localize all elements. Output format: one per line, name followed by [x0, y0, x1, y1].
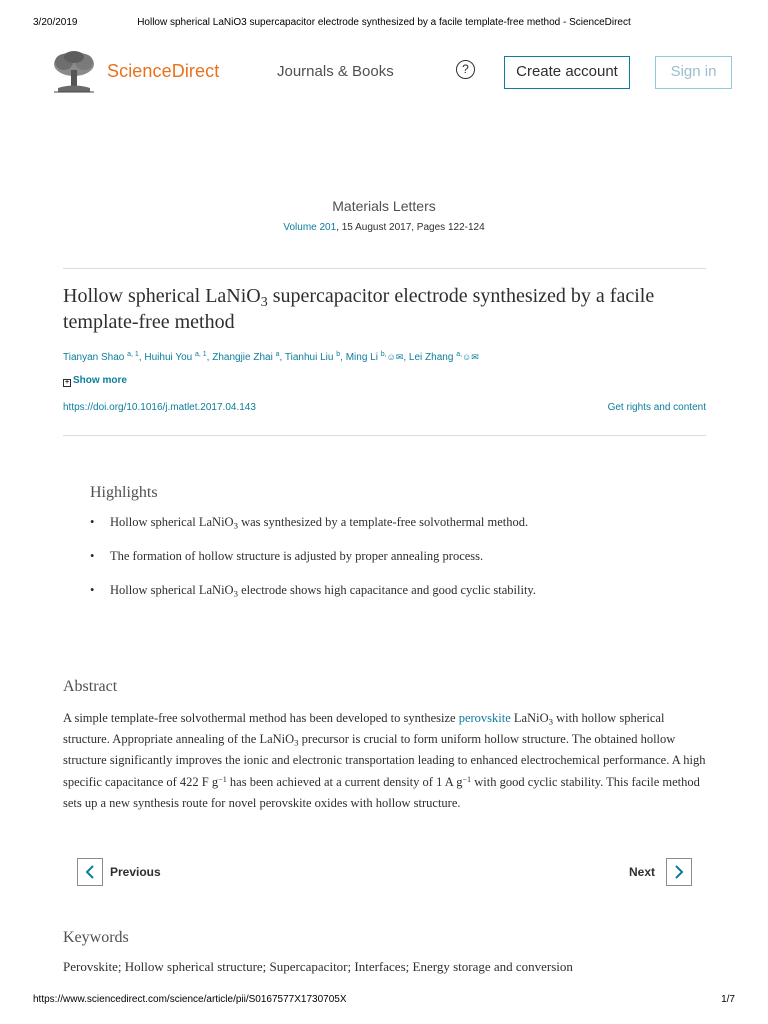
- abstract-heading: Abstract: [63, 678, 118, 695]
- volume-link[interactable]: Volume 201: [283, 222, 337, 233]
- divider: [63, 268, 706, 269]
- highlight-subscript: 3: [233, 520, 238, 531]
- author-affiliation[interactable]: a, 1: [127, 351, 139, 358]
- author-link[interactable]: Huihui You: [144, 352, 193, 363]
- print-footer: [33, 994, 735, 1008]
- abstract-part: with good cyclic stability. This facile method sets up a new synthesis route for novel perovskite oxides with hollow structure.: [63, 774, 700, 810]
- chevron-left-icon: [78, 859, 102, 885]
- person-icon[interactable]: ☺: [462, 352, 472, 362]
- title-part: Hollow spherical LaNiO: [63, 285, 261, 307]
- rights-link[interactable]: Get rights and content: [607, 402, 706, 413]
- plus-box-icon: +: [64, 379, 70, 386]
- keyword[interactable]: Perovskite: [63, 959, 118, 974]
- author-link[interactable]: Ming Li: [345, 352, 378, 363]
- show-more-label: Show more: [73, 375, 127, 386]
- doi-link[interactable]: https://doi.org/10.1016/j.matlet.2017.04.143: [63, 402, 256, 413]
- person-icon[interactable]: ☺: [386, 352, 396, 362]
- abstract-part: precursor is crucial to form uniform hollow structure. The obtained hollow structure significantly improves the ionic and electronic transportation leading to enhanced electrochemical performance. A high specific capacitance of 422 F g: [63, 732, 706, 789]
- title-subscript: 3: [260, 295, 268, 311]
- author-affiliation[interactable]: b: [380, 351, 385, 358]
- author-link[interactable]: Lei Zhang: [408, 352, 454, 363]
- highlight-text: The formation of hollow structure is adjusted by proper annealing process.: [110, 549, 484, 563]
- keyword[interactable]: Supercapacitor: [269, 959, 348, 974]
- journal-volume-info: [0, 222, 768, 233]
- abstract-part: A simple template-free solvothermal method has been developed to synthesize: [63, 711, 459, 725]
- author-list: Tianyan Shao $^{a, 1}$, Huihui You $^{a, 1}$, Zhangjie Zhai $^a$, Tianhui Liu $^b$, Ming Li $^{b,}$☺✉, Lei Zhang $^{a,}$☺✉: [63, 351, 479, 363]
- perovskite-link[interactable]: perovskite: [458, 711, 511, 725]
- author-affiliation[interactable]: a, 1: [194, 351, 207, 358]
- keywords-list: Perovskite; Hollow spherical structure; Supercapacitor; Interfaces; Energy storage and conversion: [63, 959, 573, 974]
- show-more-button[interactable]: [63, 375, 127, 387]
- highlight-subscript: 3: [233, 588, 238, 599]
- abstract-part: has been achieved at a current density of 1 A g: [226, 774, 463, 789]
- abstract-part: with hollow spherical structure. Appropriate annealing of the LaNiO: [63, 711, 665, 747]
- abstract-text: [63, 708, 713, 814]
- highlights-list: [90, 514, 710, 616]
- abstract-superscript: −1: [218, 774, 227, 784]
- author-affiliation[interactable]: b: [336, 351, 341, 358]
- highlight-text: was synthesized by a template-free solvothermal method.: [237, 515, 529, 529]
- divider: [63, 435, 706, 436]
- print-url: https://www.sciencedirect.com/science/article/pii/S0167577X1730705X: [33, 994, 347, 1005]
- abstract-subscript: 3: [548, 716, 554, 727]
- chevron-right-icon: [667, 859, 691, 885]
- elsevier-tree-logo-icon[interactable]: [50, 50, 98, 94]
- next-button[interactable]: [666, 858, 692, 886]
- print-date: 3/20/2019: [33, 17, 78, 28]
- highlight-text: electrode shows high capacitance and good cyclic stability.: [237, 583, 536, 597]
- highlight-text: Hollow spherical LaNiO: [110, 515, 234, 529]
- previous-label[interactable]: Previous: [110, 865, 161, 879]
- author-affiliation[interactable]: a: [275, 351, 280, 358]
- help-icon[interactable]: ?: [456, 60, 475, 79]
- sign-in-button[interactable]: Sign in: [655, 56, 732, 89]
- print-page-number: 1/7: [721, 994, 735, 1005]
- highlight-item: • Hollow spherical LaNiO$_3$ electrode shows high capacitance and good cyclic stability.: [90, 583, 536, 599]
- abstract-superscript: −1: [462, 774, 472, 784]
- author-link[interactable]: Tianyan Shao: [63, 352, 125, 363]
- title-part: supercapacitor electrode synthesized by a facile template-free method: [63, 285, 655, 333]
- journal-title[interactable]: Materials Letters: [332, 198, 436, 214]
- abstract-part: LaNiO: [510, 711, 549, 725]
- highlight-item: • Hollow spherical LaNiO$_3$ was synthesized by a template-free solvothermal method.: [90, 515, 529, 531]
- journals-books-link[interactable]: Journals & Books: [277, 63, 394, 80]
- keyword[interactable]: Hollow spherical structure: [124, 959, 263, 974]
- keywords-heading: Keywords: [63, 929, 129, 946]
- print-header: [33, 17, 735, 31]
- create-account-button[interactable]: Create account: [504, 56, 630, 89]
- envelope-icon[interactable]: ✉: [395, 352, 404, 362]
- next-label[interactable]: Next: [629, 865, 656, 879]
- author-affiliation[interactable]: a: [456, 351, 461, 358]
- brand-logo-text[interactable]: ScienceDirect: [107, 61, 220, 81]
- previous-button[interactable]: [77, 858, 103, 886]
- envelope-icon[interactable]: ✉: [471, 352, 479, 362]
- highlight-text: Hollow spherical LaNiO: [110, 583, 234, 597]
- keyword[interactable]: Energy storage and conversion: [412, 959, 573, 974]
- site-header: [50, 50, 732, 100]
- abstract-subscript: 3: [294, 737, 299, 748]
- keyword[interactable]: Interfaces: [354, 959, 406, 974]
- volume-details: , 15 August 2017, Pages 122-124: [336, 222, 485, 233]
- print-page-title: Hollow spherical LaNiO3 supercapacitor electrode synthesized by a facile template-free method - ScienceDirect: [137, 17, 631, 28]
- author-link[interactable]: Zhangjie Zhai: [212, 352, 273, 363]
- highlight-item: • The formation of hollow structure is adjusted by proper annealing process.: [90, 549, 484, 563]
- article-title: [63, 283, 713, 335]
- highlights-heading: Highlights: [90, 484, 158, 501]
- author-link[interactable]: Tianhui Liu: [284, 352, 334, 363]
